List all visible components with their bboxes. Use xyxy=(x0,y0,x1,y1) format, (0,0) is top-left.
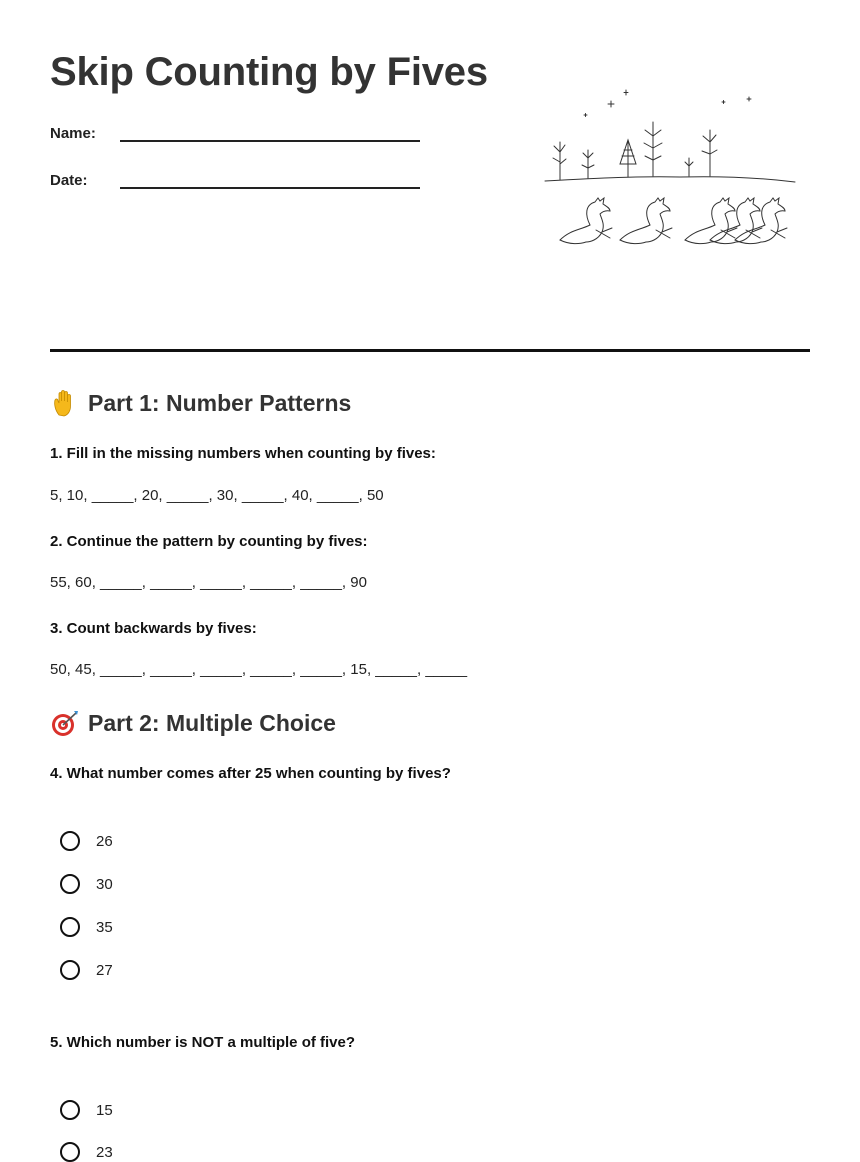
date-label: Date: xyxy=(50,172,88,189)
option-label: 30 xyxy=(96,875,113,893)
option-label: 27 xyxy=(96,961,113,979)
name-field[interactable] xyxy=(50,122,420,142)
question-3: 3. Count backwards by fives: xyxy=(50,620,257,637)
page-title: Skip Counting by Fives xyxy=(50,50,488,94)
name-input-line[interactable] xyxy=(120,122,420,142)
q5-option-23[interactable] xyxy=(60,1142,113,1162)
question-1-sequence[interactable]: 5, 10, _____, 20, _____, 30, _____, 40, _____, 50 xyxy=(50,487,384,504)
radio-button[interactable] xyxy=(60,831,80,851)
radio-button[interactable] xyxy=(60,1142,80,1162)
part2-title: Part 2: Multiple Choice xyxy=(88,709,336,736)
target-dart-icon xyxy=(50,708,80,738)
radio-button[interactable] xyxy=(60,874,80,894)
date-input-line[interactable] xyxy=(120,169,420,189)
q4-option-26[interactable] xyxy=(60,831,113,851)
part1-heading xyxy=(50,388,351,418)
q5-option-15[interactable] xyxy=(60,1100,113,1120)
radio-button[interactable] xyxy=(60,960,80,980)
q4-option-30[interactable] xyxy=(60,874,113,894)
question-4: 4. What number comes after 25 when counting by fives? xyxy=(50,765,451,782)
option-label: 26 xyxy=(96,832,113,850)
question-1: 1. Fill in the missing numbers when counting by fives: xyxy=(50,445,436,462)
date-field[interactable] xyxy=(50,169,420,189)
radio-button[interactable] xyxy=(60,917,80,937)
question-2: 2. Continue the pattern by counting by fives: xyxy=(50,533,368,550)
part1-title: Part 1: Number Patterns xyxy=(88,389,352,416)
q4-option-35[interactable] xyxy=(60,917,113,937)
question-2-sequence[interactable]: 55, 60, _____, _____, _____, _____, _____, 90 xyxy=(50,574,367,591)
raised-hand-icon xyxy=(50,388,80,418)
name-label: Name: xyxy=(50,125,96,142)
part2-heading xyxy=(50,708,336,738)
kangaroo-landscape-illustration xyxy=(540,80,800,255)
section-divider xyxy=(50,349,810,352)
question-5: 5. Which number is NOT a multiple of five? xyxy=(50,1034,356,1051)
option-label: 23 xyxy=(96,1143,113,1161)
option-label: 35 xyxy=(96,918,113,936)
radio-button[interactable] xyxy=(60,1100,80,1120)
option-label: 15 xyxy=(96,1101,113,1119)
question-3-sequence[interactable]: 50, 45, _____, _____, _____, _____, _____, 15, _____, _____ xyxy=(50,661,468,678)
q4-option-27[interactable] xyxy=(60,960,113,980)
